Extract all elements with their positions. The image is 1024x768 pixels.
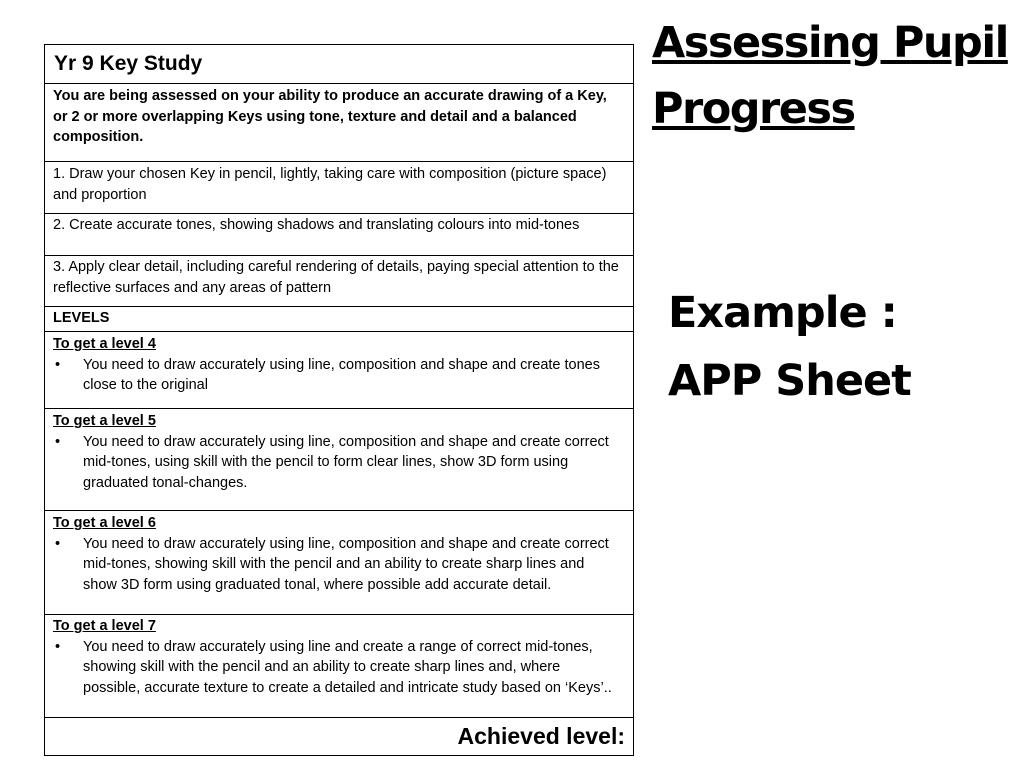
level-row-7: [45, 615, 634, 718]
level-5-criteria: [53, 432, 625, 494]
level-7-criteria: [53, 637, 625, 699]
bullet-icon: •: [55, 433, 61, 450]
page-title: [652, 10, 1020, 142]
level-5-heading: To get a level 5: [53, 413, 156, 429]
page-title-line-1: Assessing Pupil: [652, 18, 1008, 68]
level-row-5: [45, 409, 634, 511]
step-2-text: 2. Create accurate tones, showing shadows and translating colours into mid-tones: [45, 214, 634, 256]
sheet-intro: You are being assessed on your ability to produce an accurate drawing of a Key, or 2 or more overlapping Keys using tone, texture and detail and a balanced composition.: [45, 84, 634, 162]
level-4-criteria: [53, 355, 625, 396]
level-6-cell: [45, 511, 634, 615]
page-title-line-2: Progress: [652, 84, 855, 134]
achieved-level-row: [45, 718, 634, 756]
achieved-level-label: Achieved level:: [45, 718, 634, 756]
level-4-text: You need to draw accurately using line, composition and shape and create tones close to the original: [83, 356, 600, 393]
example-caption-line-1: Example :: [668, 288, 897, 338]
level-row-4: [45, 332, 634, 409]
step-row-3: [45, 256, 634, 307]
app-sheet-table: [44, 44, 634, 756]
bullet-icon: •: [55, 535, 61, 552]
step-row-1: [45, 162, 634, 214]
level-6-heading: To get a level 6: [53, 515, 156, 531]
level-4-cell: [45, 332, 634, 409]
step-3-text: 3. Apply clear detail, including careful rendering of details, paying special attention to the reflective surfaces and any areas of pattern: [45, 256, 634, 307]
level-row-6: [45, 511, 634, 615]
example-caption: [668, 279, 1008, 415]
level-6-text: You need to draw accurately using line, composition and shape and create correct mid-tones, showing skill with the pencil and an ability to create sharp lines and show 3D form using graduated tonal, where possible add accurate detail.: [83, 535, 609, 593]
level-7-cell: [45, 615, 634, 718]
level-7-text: You need to draw accurately using line and create a range of correct mid-tones, showing skill with the pencil and an ability to create sharp lines and, where possible, accurate texture to create a detailed and intricate study based on ‘Keys’..: [83, 638, 612, 696]
example-caption-line-2: APP Sheet: [668, 356, 911, 406]
step-row-2: [45, 214, 634, 256]
levels-label: LEVELS: [45, 307, 634, 332]
level-5-text: You need to draw accurately using line, composition and shape and create correct mid-tones, using skill with the pencil to form clear lines, show 3D form using graduated tonal-changes.: [83, 433, 609, 491]
sheet-intro-row: [45, 84, 634, 162]
level-7-heading: To get a level 7: [53, 618, 156, 634]
level-5-cell: [45, 409, 634, 511]
level-4-heading: To get a level 4: [53, 336, 156, 352]
levels-header-row: [45, 307, 634, 332]
level-6-criteria: [53, 534, 625, 596]
bullet-icon: •: [55, 638, 61, 655]
sheet-heading: Yr 9 Key Study: [45, 45, 634, 84]
sheet-heading-row: [45, 45, 634, 84]
step-1-text: 1. Draw your chosen Key in pencil, lightly, taking care with composition (picture space) and proportion: [45, 162, 634, 214]
bullet-icon: •: [55, 356, 61, 373]
